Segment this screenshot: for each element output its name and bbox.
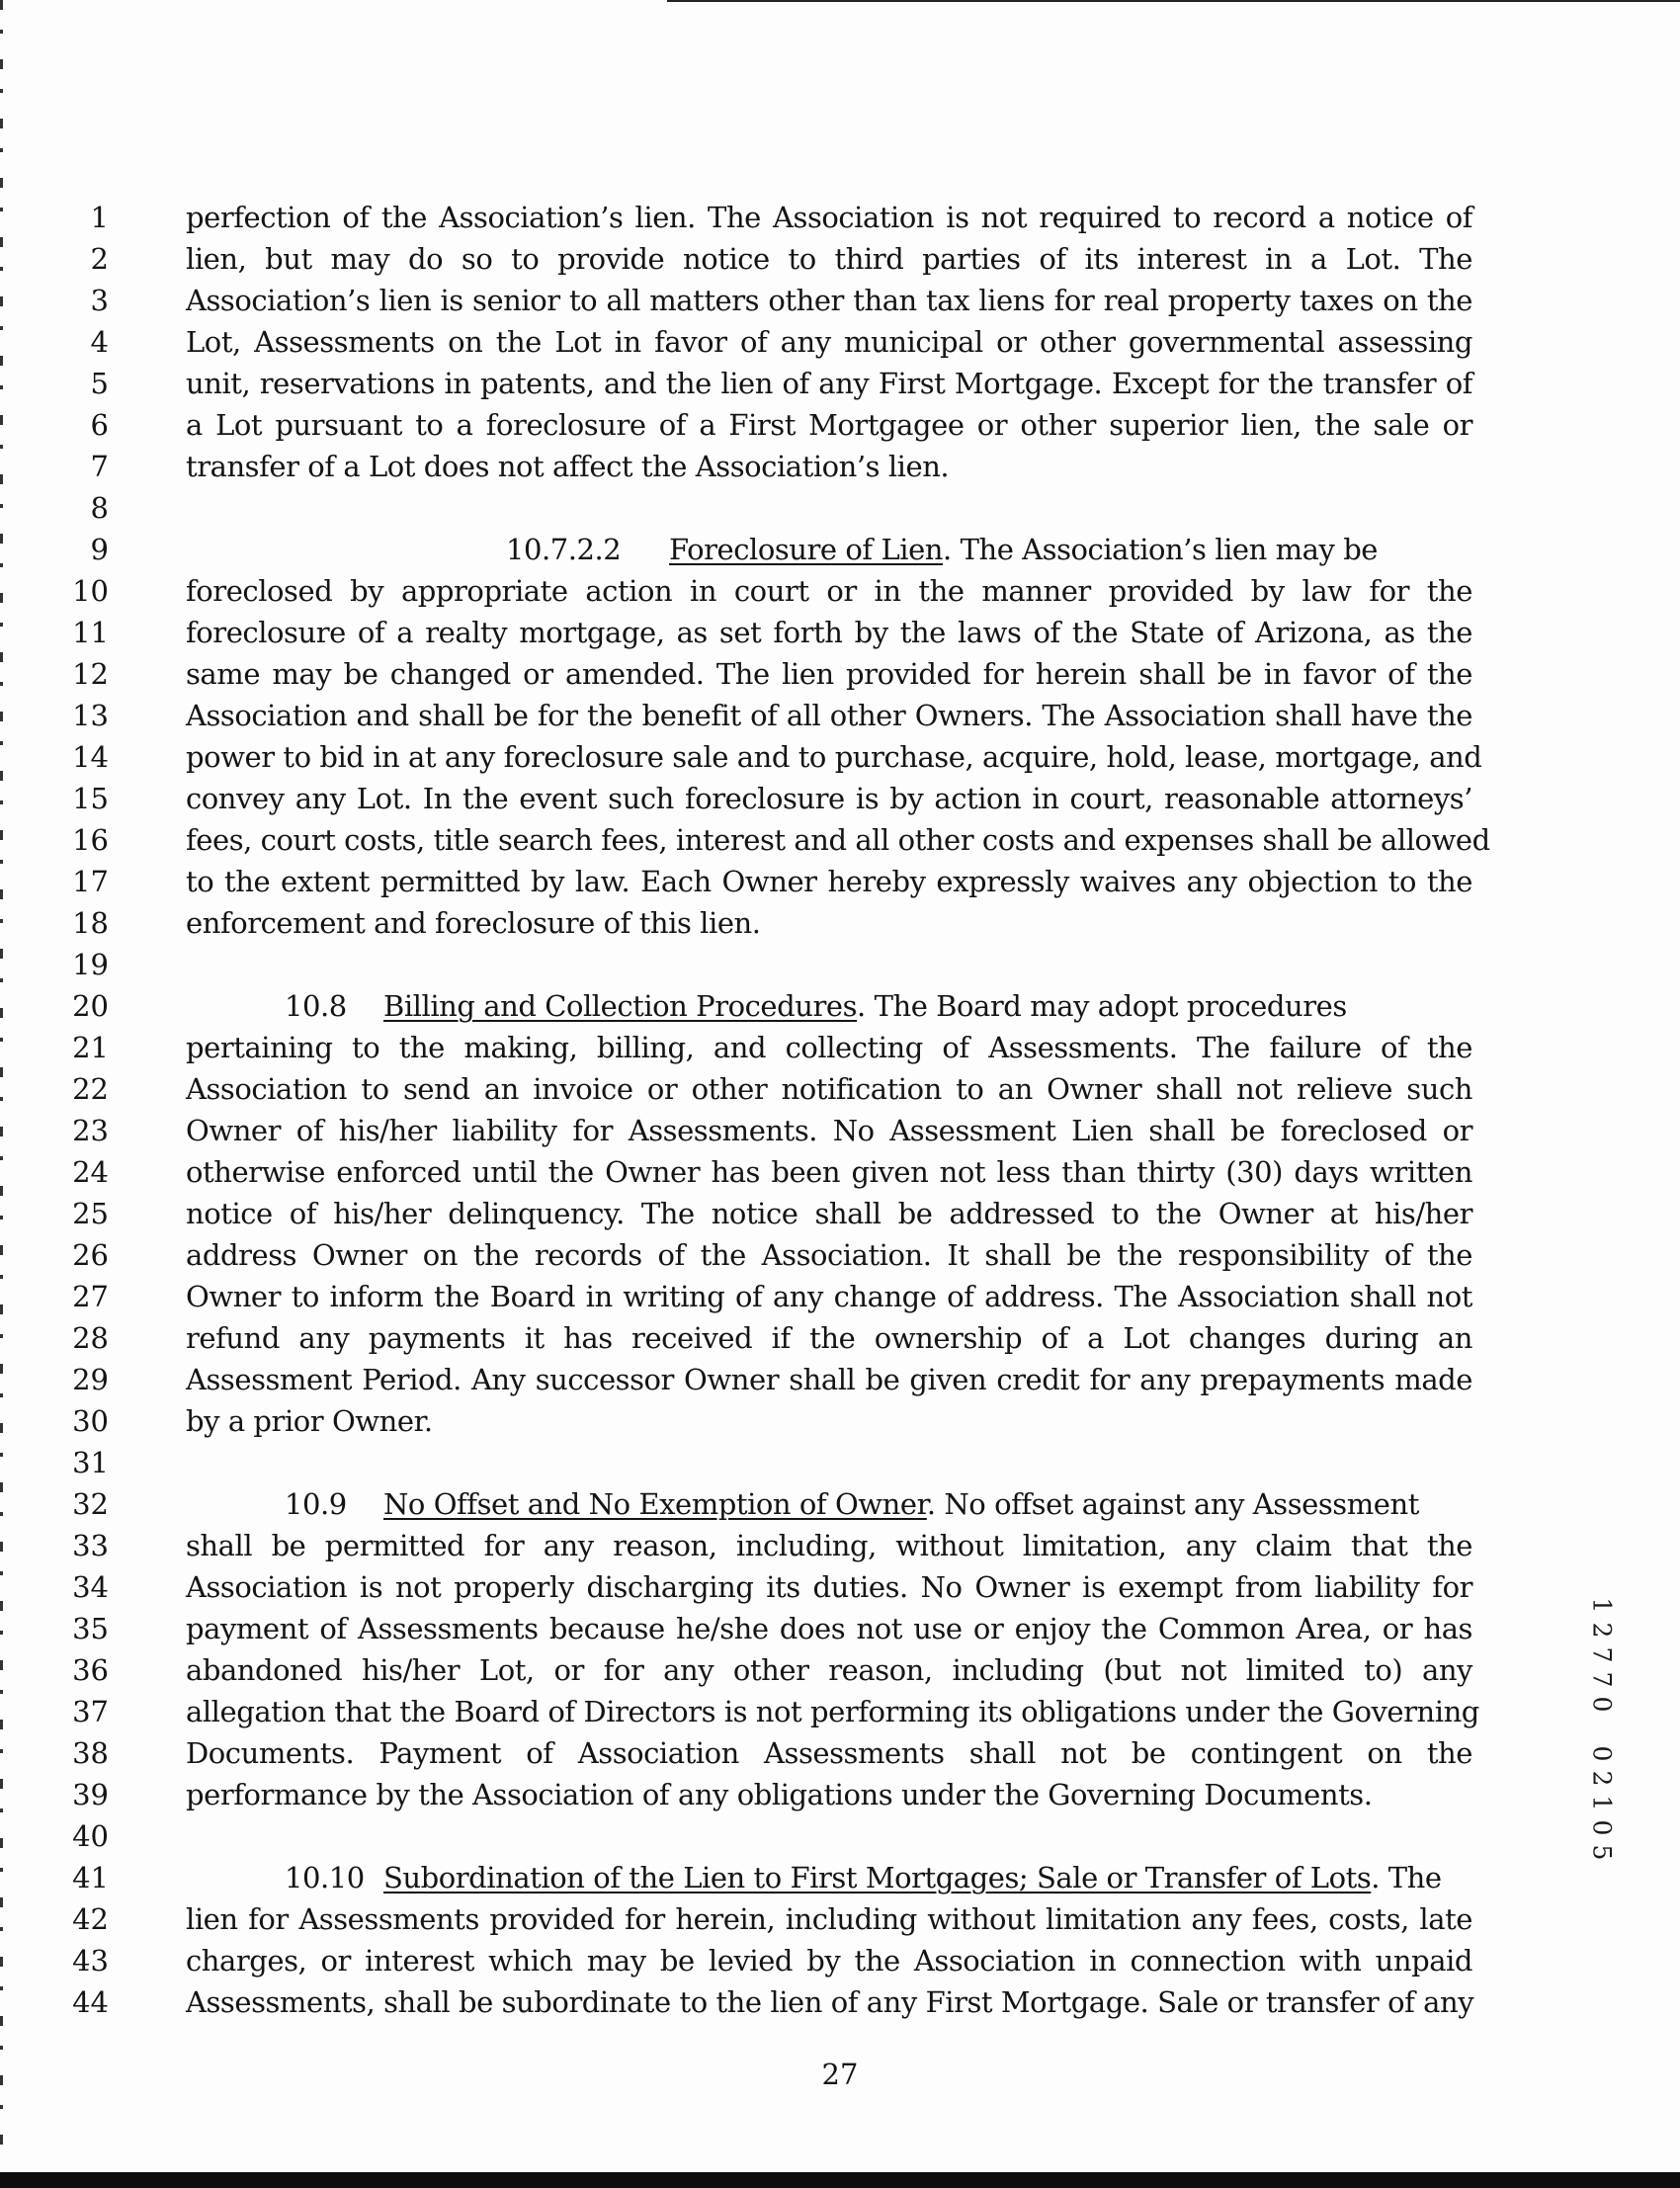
text-line: to the extent permitted by law. Each Owner hereby expressly waives any objection to the <box>186 865 1472 898</box>
text-line: shall be permitted for any reason, including, without limitation, any claim that the <box>186 1529 1472 1562</box>
text-line: Documents. Payment of Association Assessments shall not be contingent on the <box>186 1736 1472 1770</box>
line-number: 5 <box>90 367 109 400</box>
page-number: 27 <box>821 2058 859 2091</box>
line-number: 25 <box>72 1197 109 1230</box>
text-line: Lot, Assessments on the Lot in favor of any municipal or other governmental assessing <box>186 325 1472 359</box>
text-run: . The <box>1371 1861 1442 1894</box>
line-number: 16 <box>72 823 109 857</box>
line-number: 29 <box>72 1363 109 1396</box>
line-number: 23 <box>72 1114 109 1147</box>
line-number: 44 <box>72 1985 109 2019</box>
line-number: 15 <box>72 782 109 815</box>
text-line: refund any payments it has received if the ownership of a Lot changes during an <box>186 1321 1472 1355</box>
recording-stamp-digit: 5 <box>1587 1844 1617 1861</box>
line-number: 40 <box>72 1819 109 1853</box>
text-line: allegation that the Board of Directors is not performing its obligations under the Governing <box>186 1695 1479 1728</box>
recording-stamp-digit: 2 <box>1587 1770 1617 1787</box>
line-number: 31 <box>72 1446 109 1479</box>
section-10-7-2-2-heading <box>186 529 1472 570</box>
line-number: 36 <box>72 1653 109 1687</box>
text-line: a Lot pursuant to a foreclosure of a First Mortgagee or other superior lien, the sale or <box>186 408 1472 442</box>
text-line: address Owner on the records of the Association. It shall be the responsibility of the <box>186 1238 1472 1272</box>
text-line: Assessments, shall be subordinate to the lien of any First Mortgage. Sale or transfer of any <box>186 1985 1474 2019</box>
text-line: Association to send an invoice or other notification to an Owner shall not relieve such <box>186 1072 1472 1106</box>
section-title: Subordination of the Lien to First Mortgages; Sale or Transfer of Lots <box>383 1861 1372 1894</box>
line-number: 18 <box>72 906 109 940</box>
recording-stamp-digit: 0 <box>1587 1745 1617 1762</box>
line-number: 13 <box>72 699 109 732</box>
line-number: 19 <box>72 948 109 981</box>
recording-stamp-digit <box>1594 1717 1619 1742</box>
text-line: charges, or interest which may be levied by the Association in connection with unpaid <box>186 1944 1472 1978</box>
text-line: lien for Assessments provided for herein, including without limitation any fees, costs, late <box>186 1902 1472 1936</box>
line-number: 11 <box>72 616 109 649</box>
recording-stamp-digit: 2 <box>1587 1622 1617 1639</box>
text-line: Assessment Period. Any successor Owner shall be given credit for any prepayments made <box>186 1363 1472 1396</box>
line-number: 12 <box>72 657 109 691</box>
text-line: performance by the Association of any obligations under the Governing Documents. <box>186 1778 1373 1811</box>
text-line: unit, reservations in patents, and the lien of any First Mortgage. Except for the transfer of <box>186 367 1472 400</box>
section-title: Foreclosure of Lien <box>669 533 944 566</box>
text-line: lien, but may do so to provide notice to third parties of its interest in a Lot. The <box>186 242 1472 276</box>
line-number: 1 <box>90 201 109 234</box>
line-number: 17 <box>72 865 109 898</box>
line-number: 6 <box>90 408 109 442</box>
text-line: Association and shall be for the benefit of all other Owners. The Association shall have the <box>186 699 1472 732</box>
line-number: 2 <box>90 242 109 276</box>
text-line: Owner to inform the Board in writing of any change of address. The Association shall not <box>186 1280 1472 1313</box>
line-number: 7 <box>90 450 109 483</box>
line-number: 41 <box>72 1861 109 1894</box>
recording-stamp-digit: 0 <box>1587 1819 1617 1836</box>
line-number: 32 <box>72 1487 109 1521</box>
section-number: 10.9 <box>285 1487 347 1521</box>
text-line: same may be changed or amended. The lien provided for herein shall be in favor of the <box>186 657 1472 691</box>
text-line: convey any Lot. In the event such foreclosure is by action in court, reasonable attorneys’ <box>186 782 1472 815</box>
text-line: otherwise enforced until the Owner has been given not less than thirty (30) days written <box>186 1155 1472 1189</box>
text-run: . No offset against any Assessment <box>926 1487 1419 1521</box>
recording-stamp <box>1587 1593 1619 1865</box>
line-number: 14 <box>72 740 109 774</box>
text-line: transfer of a Lot does not affect the Association’s lien. <box>186 450 950 483</box>
text-line: Association’s lien is senior to all matters other than tax liens for real property taxes on the <box>186 284 1472 317</box>
line-number: 26 <box>72 1238 109 1272</box>
section-number: 10.7.2.2 <box>506 533 622 566</box>
line-number: 3 <box>90 284 109 317</box>
line-number: 20 <box>72 989 109 1023</box>
text-line: power to bid in at any foreclosure sale and to purchase, acquire, hold, lease, mortgage, and <box>186 740 1482 774</box>
section-10-8-heading <box>186 985 1472 1027</box>
line-number: 30 <box>72 1404 109 1438</box>
text-line: payment of Assessments because he/she does not use or enjoy the Common Area, or has <box>186 1612 1472 1645</box>
line-number: 33 <box>72 1529 109 1562</box>
text-line: Owner of his/her liability for Assessments. No Assessment Lien shall be foreclosed or <box>186 1114 1472 1147</box>
section-title: Billing and Collection Procedures <box>383 989 858 1023</box>
text-line: by a prior Owner. <box>186 1404 433 1438</box>
line-number: 8 <box>90 491 109 525</box>
line-number: 10 <box>72 574 109 608</box>
recording-stamp-digit: 1 <box>1587 1795 1617 1811</box>
line-number: 42 <box>72 1902 109 1936</box>
scan-edge-left <box>0 0 3 2164</box>
section-title: No Offset and No Exemption of Owner <box>383 1487 927 1521</box>
line-number: 38 <box>72 1736 109 1770</box>
line-number: 34 <box>72 1570 109 1604</box>
text-line: pertaining to the making, billing, and collecting of Assessments. The failure of the <box>186 1031 1472 1064</box>
line-number: 35 <box>72 1612 109 1645</box>
text-line: Association is not properly discharging its duties. No Owner is exempt from liability for <box>186 1570 1472 1604</box>
recording-stamp-digit: 7 <box>1587 1671 1617 1688</box>
text-run: . The Board may adopt procedures <box>857 989 1347 1023</box>
line-number: 24 <box>72 1155 109 1189</box>
line-number: 43 <box>72 1944 109 1978</box>
section-10-9-heading <box>186 1483 1472 1525</box>
section-number: 10.8 <box>285 989 347 1023</box>
scan-edge-top <box>667 0 1680 2</box>
line-number: 28 <box>72 1321 109 1355</box>
text-line: notice of his/her delinquency. The notice shall be addressed to the Owner at his/her <box>186 1197 1472 1230</box>
text-line: foreclosed by appropriate action in court or in the manner provided by law for the <box>186 574 1472 608</box>
line-number: 4 <box>90 325 109 359</box>
scan-edge-bottom <box>0 2172 1680 2188</box>
recording-stamp-digit: 0 <box>1587 1696 1617 1713</box>
line-number: 37 <box>72 1695 109 1728</box>
recording-stamp-digit: 1 <box>1587 1597 1617 1614</box>
text-line: perfection of the Association’s lien. The Association is not required to record a notice of <box>186 201 1472 234</box>
section-number: 10.10 <box>285 1861 365 1894</box>
line-number: 39 <box>72 1778 109 1811</box>
text-run: . The Association’s lien may be <box>943 533 1379 566</box>
line-number: 9 <box>90 533 109 566</box>
section-10-10-heading <box>186 1857 1472 1898</box>
text-line: enforcement and foreclosure of this lien. <box>186 906 761 940</box>
line-number: 21 <box>72 1031 109 1064</box>
recording-stamp-digit: 7 <box>1587 1646 1617 1663</box>
line-number: 27 <box>72 1280 109 1313</box>
text-line: fees, court costs, title search fees, interest and all other costs and expenses shall be allowed <box>186 823 1490 857</box>
text-line: abandoned his/her Lot, or for any other reason, including (but not limited to) any <box>186 1653 1472 1687</box>
text-line: foreclosure of a realty mortgage, as set forth by the laws of the State of Arizona, as the <box>186 616 1472 649</box>
line-number: 22 <box>72 1072 109 1106</box>
